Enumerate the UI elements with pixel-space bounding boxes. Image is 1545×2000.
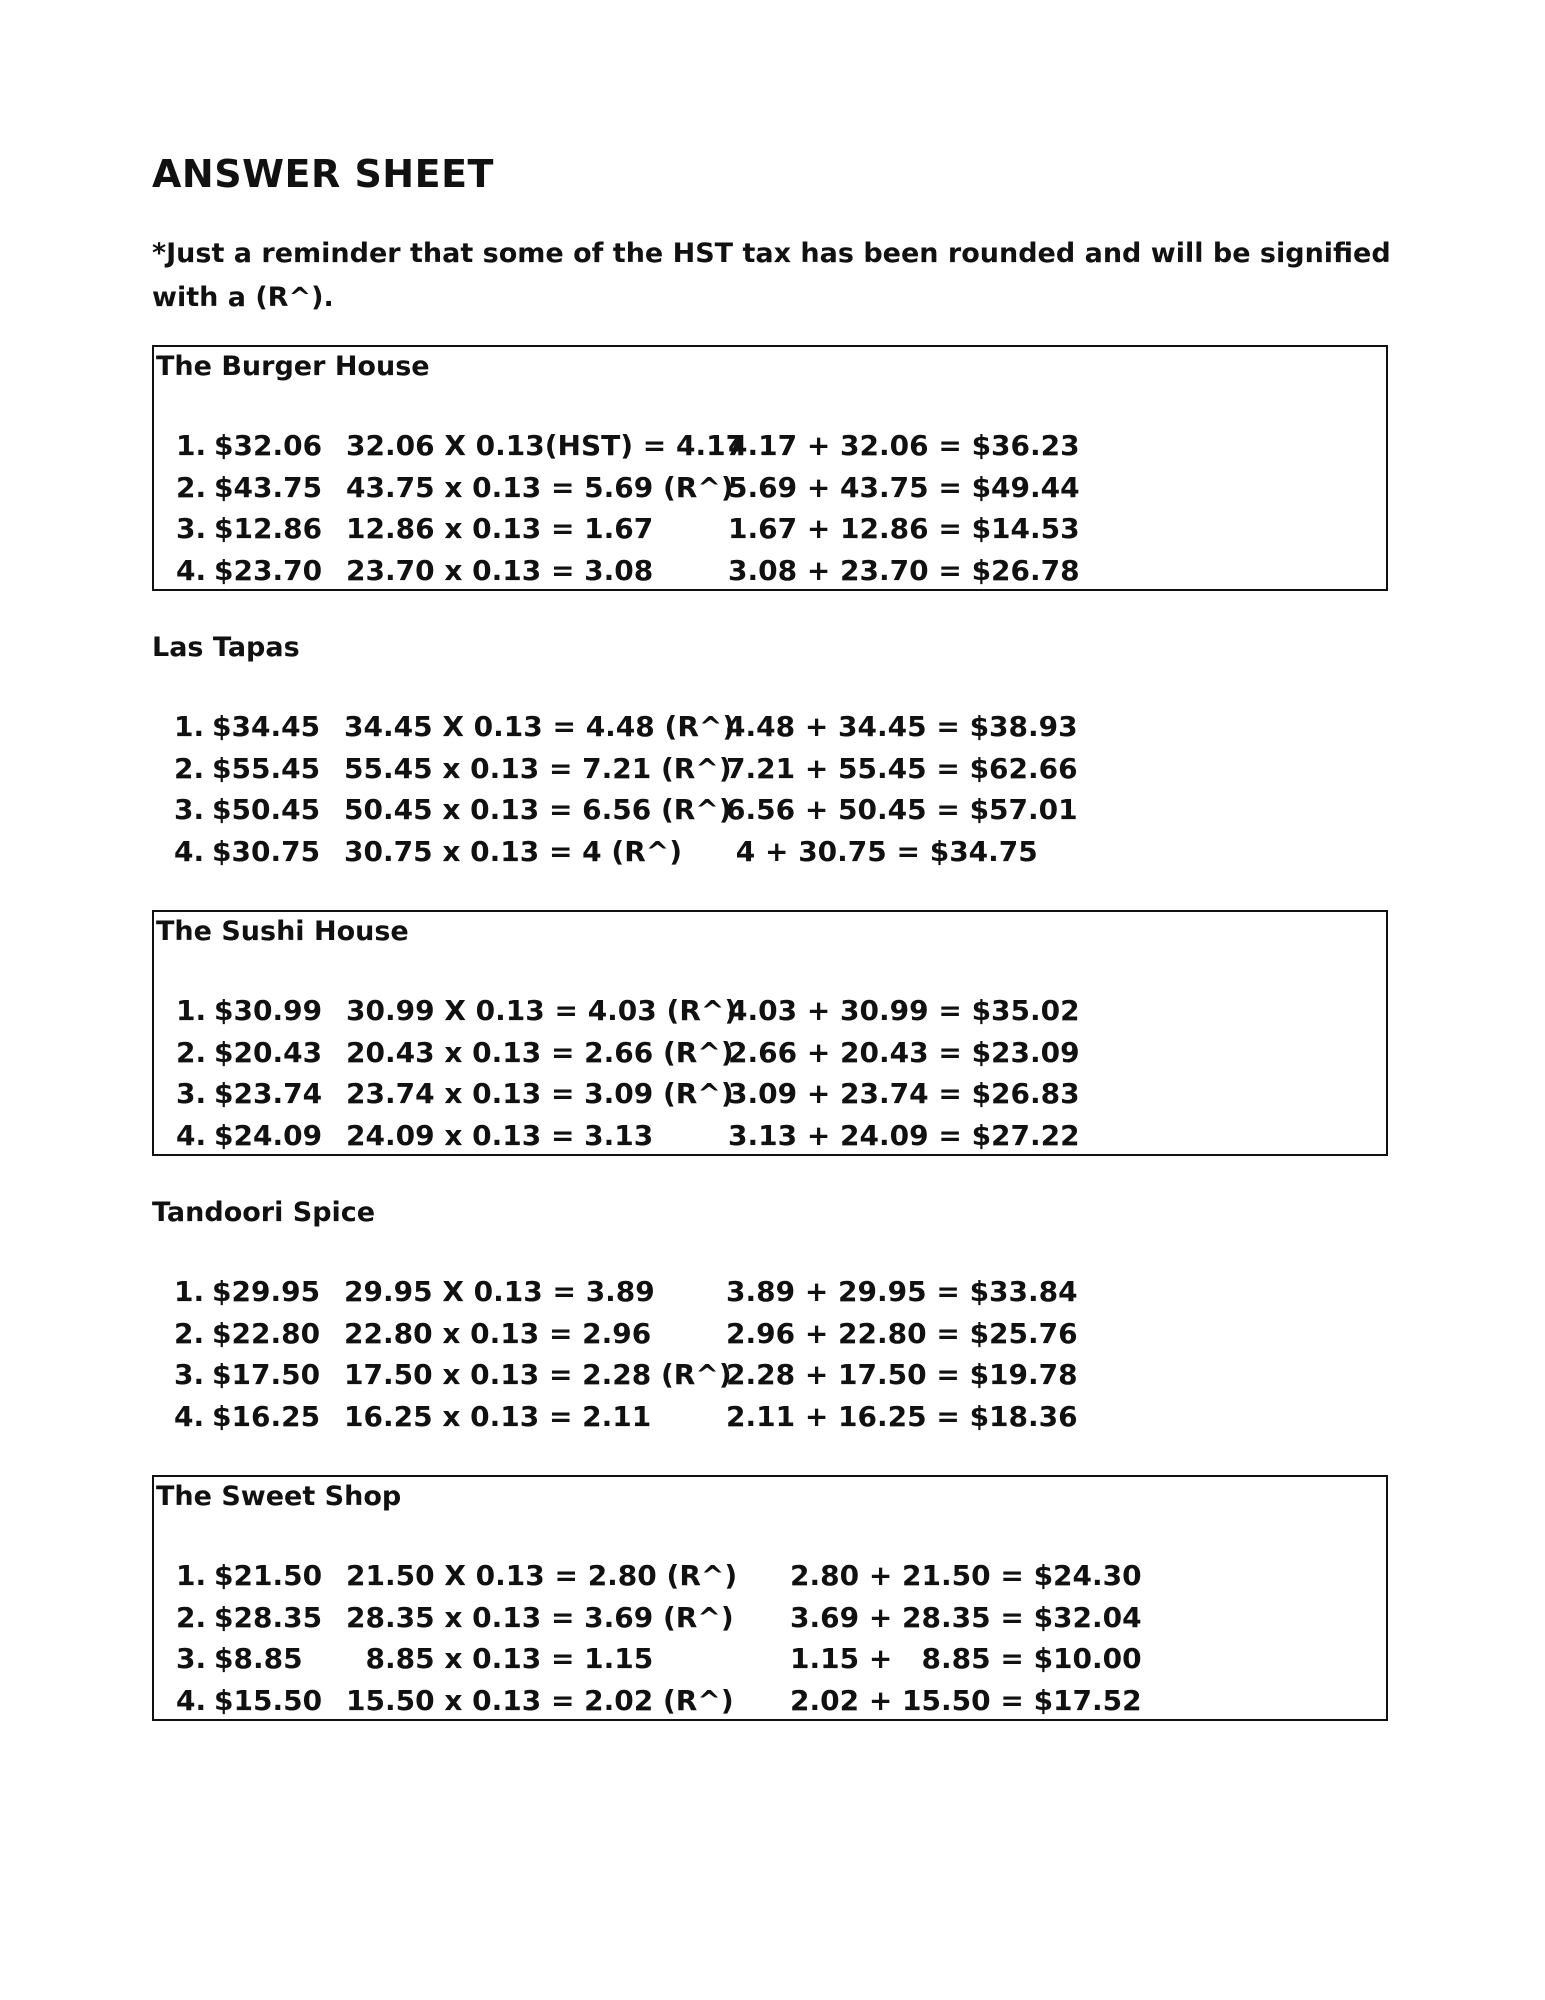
total-calculation: 2.96 + 22.80 = $25.76 (726, 1316, 1078, 1350)
total-calculation: 4.03 + 30.99 = $35.02 (728, 994, 1080, 1027)
answer-row (152, 710, 1388, 752)
item-number: 1. (176, 429, 207, 462)
item-amount: $22.80 (212, 1316, 321, 1350)
tax-calculation: 21.50 X 0.13 = 2.80 (R^) (346, 1559, 738, 1592)
section-burger-house (152, 345, 1388, 591)
item-number: 2. (174, 1316, 205, 1350)
item-amount: $20.43 (214, 1035, 323, 1069)
total-calculation: 7.21 + 55.45 = $62.66 (726, 751, 1078, 785)
tax-calculation: 8.85 x 0.13 = 1.15 (346, 1642, 654, 1675)
item-number: 4. (176, 553, 207, 587)
item-amount: $8.85 (214, 1642, 303, 1675)
answer-row (154, 554, 1386, 596)
section-title: The Sushi House (156, 916, 409, 947)
answer-row (154, 1036, 1386, 1078)
total-calculation: 2.11 + 16.25 = $18.36 (726, 1399, 1078, 1433)
total-calculation: 4.48 + 34.45 = $38.93 (726, 710, 1078, 743)
item-amount: $12.86 (214, 512, 323, 545)
tax-calculation: 23.70 x 0.13 = 3.08 (346, 553, 654, 587)
item-number: 3. (174, 1358, 205, 1391)
tax-calculation: 43.75 x 0.13 = 5.69 (R^) (346, 470, 734, 504)
section-tandoori-spice (152, 1193, 1388, 1439)
total-calculation: 2.66 + 20.43 = $23.09 (728, 1035, 1080, 1069)
section-title: The Sweet Shop (156, 1481, 402, 1512)
item-amount: $15.50 (214, 1683, 323, 1717)
item-number: 4. (176, 1683, 207, 1717)
section-sushi-house (152, 910, 1388, 1156)
item-number: 1. (174, 710, 205, 743)
tax-calculation: 29.95 X 0.13 = 3.89 (344, 1275, 655, 1308)
item-amount: $43.75 (214, 470, 323, 504)
item-amount: $34.45 (212, 710, 321, 743)
tax-calculation: 23.74 x 0.13 = 3.09 (R^) (346, 1077, 734, 1110)
tax-calculation: 30.99 X 0.13 = 4.03 (R^) (346, 994, 738, 1027)
answer-row (152, 1358, 1388, 1400)
answer-row (152, 835, 1388, 877)
answer-row (154, 1119, 1386, 1161)
item-amount: $32.06 (214, 429, 323, 462)
total-calculation: 3.08 + 23.70 = $26.78 (728, 553, 1080, 587)
tax-calculation: 16.25 x 0.13 = 2.11 (344, 1399, 652, 1433)
section-las-tapas (152, 628, 1388, 874)
answer-row (154, 429, 1386, 471)
tax-calculation: 30.75 x 0.13 = 4 (R^) (344, 834, 683, 868)
item-number: 2. (174, 751, 205, 785)
answer-row (154, 1684, 1386, 1726)
section-title: The Burger House (156, 351, 430, 382)
rounding-note: *Just a reminder that some of the HST tax has been rounded and will be signified with a (R^). (152, 238, 1391, 313)
answer-list (154, 429, 1386, 595)
answer-list (154, 994, 1386, 1160)
page-title: ANSWER SHEET (152, 152, 494, 196)
tax-calculation: 50.45 x 0.13 = 6.56 (R^) (344, 793, 732, 826)
answer-row (152, 1317, 1388, 1359)
item-number: 3. (176, 512, 207, 545)
item-number: 3. (174, 793, 205, 826)
total-calculation: 3.89 + 29.95 = $33.84 (726, 1275, 1078, 1308)
item-number: 1. (174, 1275, 205, 1308)
item-number: 3. (176, 1077, 207, 1110)
item-amount: $23.70 (214, 553, 323, 587)
answer-list (154, 1559, 1386, 1725)
item-amount: $21.50 (214, 1559, 323, 1592)
tax-calculation: 32.06 X 0.13(HST) = 4.17 (346, 429, 746, 462)
tax-calculation: 22.80 x 0.13 = 2.96 (344, 1316, 652, 1350)
tax-calculation: 55.45 x 0.13 = 7.21 (R^) (344, 751, 732, 785)
answer-row (152, 1400, 1388, 1442)
item-number: 4. (176, 1118, 207, 1152)
total-calculation: 3.69 + 28.35 = $32.04 (790, 1600, 1142, 1634)
item-amount: $17.50 (212, 1358, 321, 1391)
item-number: 1. (176, 994, 207, 1027)
item-amount: $23.74 (214, 1077, 323, 1110)
total-calculation: 4.17 + 32.06 = $36.23 (728, 429, 1080, 462)
tax-calculation: 12.86 x 0.13 = 1.67 (346, 512, 654, 545)
answer-row (154, 1601, 1386, 1643)
tax-calculation: 20.43 x 0.13 = 2.66 (R^) (346, 1035, 734, 1069)
total-calculation: 3.13 + 24.09 = $27.22 (728, 1118, 1080, 1152)
item-number: 2. (176, 470, 207, 504)
tax-calculation: 15.50 x 0.13 = 2.02 (R^) (346, 1683, 734, 1717)
tax-calculation: 17.50 x 0.13 = 2.28 (R^) (344, 1358, 732, 1391)
item-amount: $30.99 (214, 994, 323, 1027)
total-calculation: 1.15 + 8.85 = $10.00 (790, 1642, 1142, 1675)
item-amount: $16.25 (212, 1399, 321, 1433)
answer-row (154, 1642, 1386, 1684)
total-calculation: 2.28 + 17.50 = $19.78 (726, 1358, 1078, 1391)
item-amount: $28.35 (214, 1600, 323, 1634)
item-number: 2. (176, 1600, 207, 1634)
answer-row (154, 1077, 1386, 1119)
total-calculation: 5.69 + 43.75 = $49.44 (728, 470, 1080, 504)
total-calculation: 2.02 + 15.50 = $17.52 (790, 1683, 1142, 1717)
answer-list (152, 710, 1388, 876)
item-amount: $24.09 (214, 1118, 323, 1152)
item-amount: $55.45 (212, 751, 321, 785)
answer-list (152, 1275, 1388, 1441)
tax-calculation: 28.35 x 0.13 = 3.69 (R^) (346, 1600, 734, 1634)
total-calculation: 6.56 + 50.45 = $57.01 (726, 793, 1078, 826)
item-number: 2. (176, 1035, 207, 1069)
item-number: 3. (176, 1642, 207, 1675)
answer-row (154, 994, 1386, 1036)
answer-row (152, 793, 1388, 835)
item-number: 1. (176, 1559, 207, 1592)
item-amount: $50.45 (212, 793, 321, 826)
section-title: Las Tapas (152, 632, 300, 663)
answer-row (154, 1559, 1386, 1601)
total-calculation: 1.67 + 12.86 = $14.53 (728, 512, 1080, 545)
total-calculation: 3.09 + 23.74 = $26.83 (728, 1077, 1080, 1110)
item-number: 4. (174, 1399, 205, 1433)
total-calculation: 4 + 30.75 = $34.75 (726, 834, 1038, 868)
answer-row (152, 752, 1388, 794)
tax-calculation: 24.09 x 0.13 = 3.13 (346, 1118, 654, 1152)
section-sweet-shop (152, 1475, 1388, 1721)
item-number: 4. (174, 834, 205, 868)
answer-row (152, 1275, 1388, 1317)
answer-row (154, 512, 1386, 554)
tax-calculation: 34.45 X 0.13 = 4.48 (R^) (344, 710, 736, 743)
section-title: Tandoori Spice (152, 1197, 376, 1228)
answer-row (154, 471, 1386, 513)
item-amount: $29.95 (212, 1275, 321, 1308)
total-calculation: 2.80 + 21.50 = $24.30 (790, 1559, 1142, 1592)
item-amount: $30.75 (212, 834, 321, 868)
